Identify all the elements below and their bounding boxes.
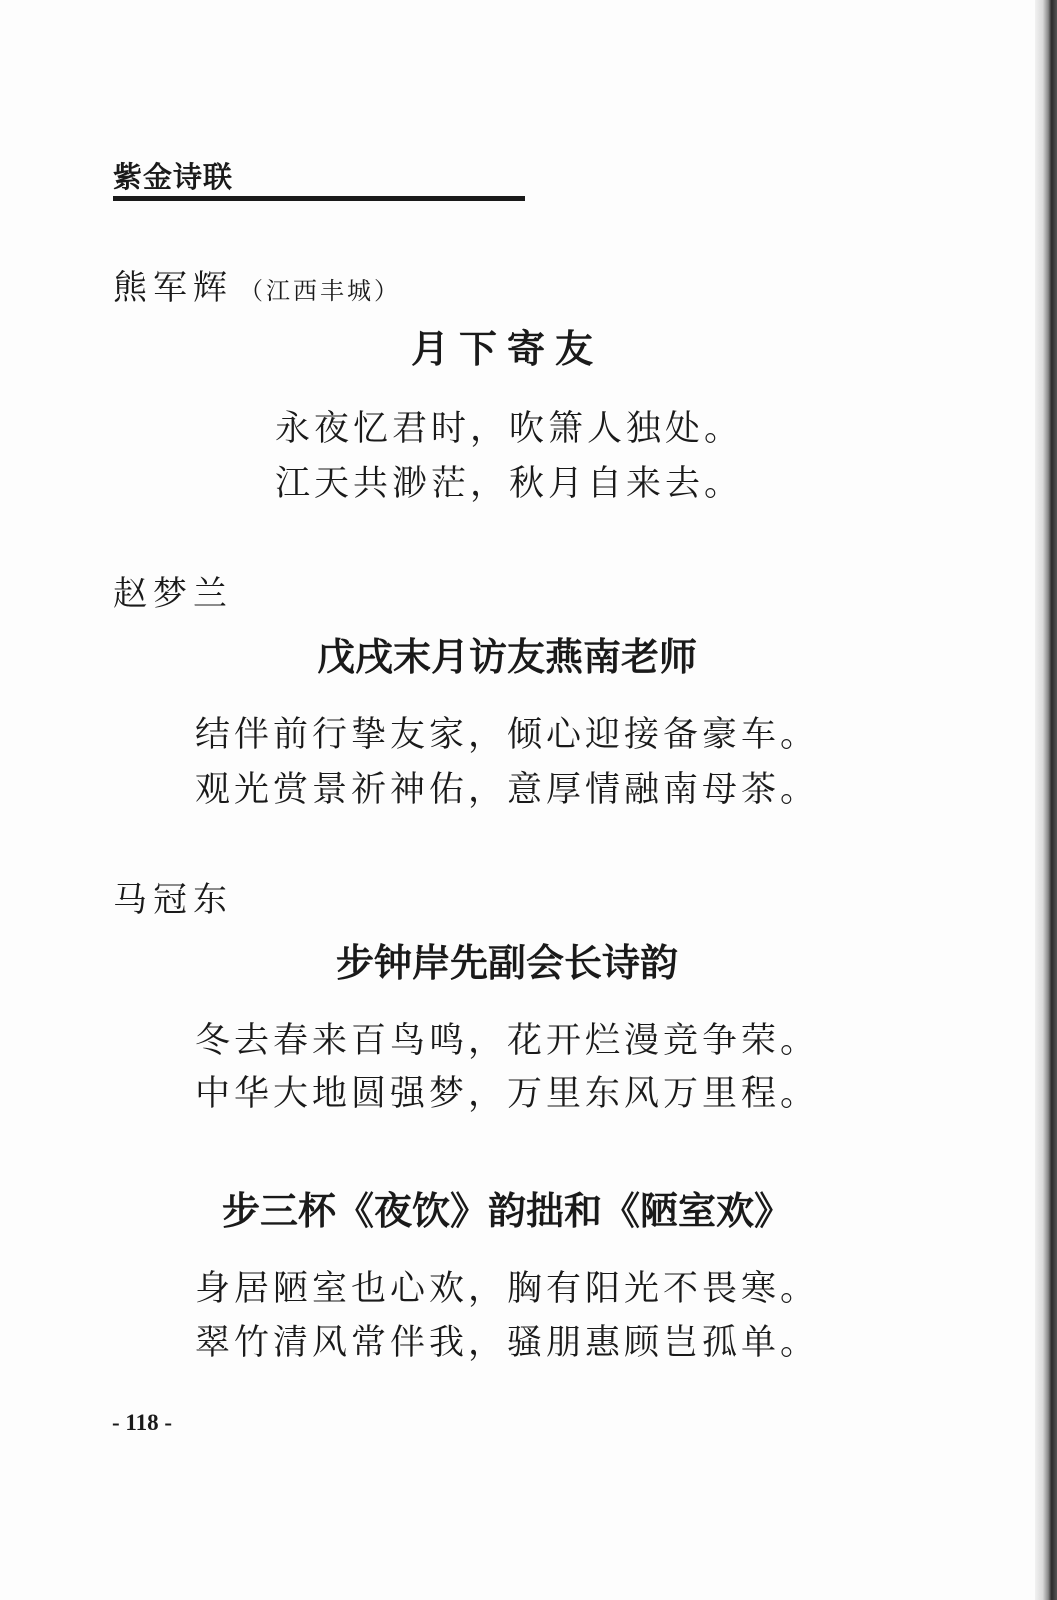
poem-line: 永夜忆君时，吹箫人独处。: [275, 409, 744, 449]
page-edge-shadow: [1035, 0, 1057, 1600]
poem-line: 观光赏景祈神佑，意厚情融南母茶。: [195, 770, 820, 810]
author-name: 马冠东: [113, 880, 233, 920]
running-header: [113, 160, 525, 201]
poem-title: 月下寄友: [410, 326, 603, 371]
poem-line: 冬去春来百鸟鸣，花开烂漫竞争荣。: [195, 1021, 820, 1061]
poem-line: 结伴前行挚友家，倾心迎接备豪车。: [195, 715, 820, 755]
poem-line: 翠竹清风常伴我，骚朋惠顾岂孤单。: [195, 1323, 820, 1363]
poem-line: 江天共渺茫，秋月自来去。: [275, 464, 744, 504]
poem-author: [113, 880, 233, 920]
poem-title: 步钟岸先副会长诗韵: [335, 940, 678, 985]
poem-title: 步三杯《夜饮》韵拙和《陋室欢》: [221, 1188, 792, 1233]
poem-line: 中华大地圆强梦，万里东风万里程。: [195, 1074, 820, 1114]
poem-author: [113, 574, 233, 614]
header-rule: [113, 196, 525, 201]
poem-author: [113, 268, 401, 311]
author-name: 赵梦兰: [113, 574, 233, 614]
poem-title: 戊戌末月访友燕南老师: [316, 634, 697, 679]
page-number: - 118 -: [112, 1410, 173, 1435]
poem-line: 身居陋室也心欢，胸有阳光不畏寒。: [195, 1269, 820, 1309]
author-location: （江西丰城）: [239, 277, 401, 305]
header-title: 紫金诗联: [113, 160, 234, 194]
author-name: 熊军辉: [113, 268, 233, 308]
